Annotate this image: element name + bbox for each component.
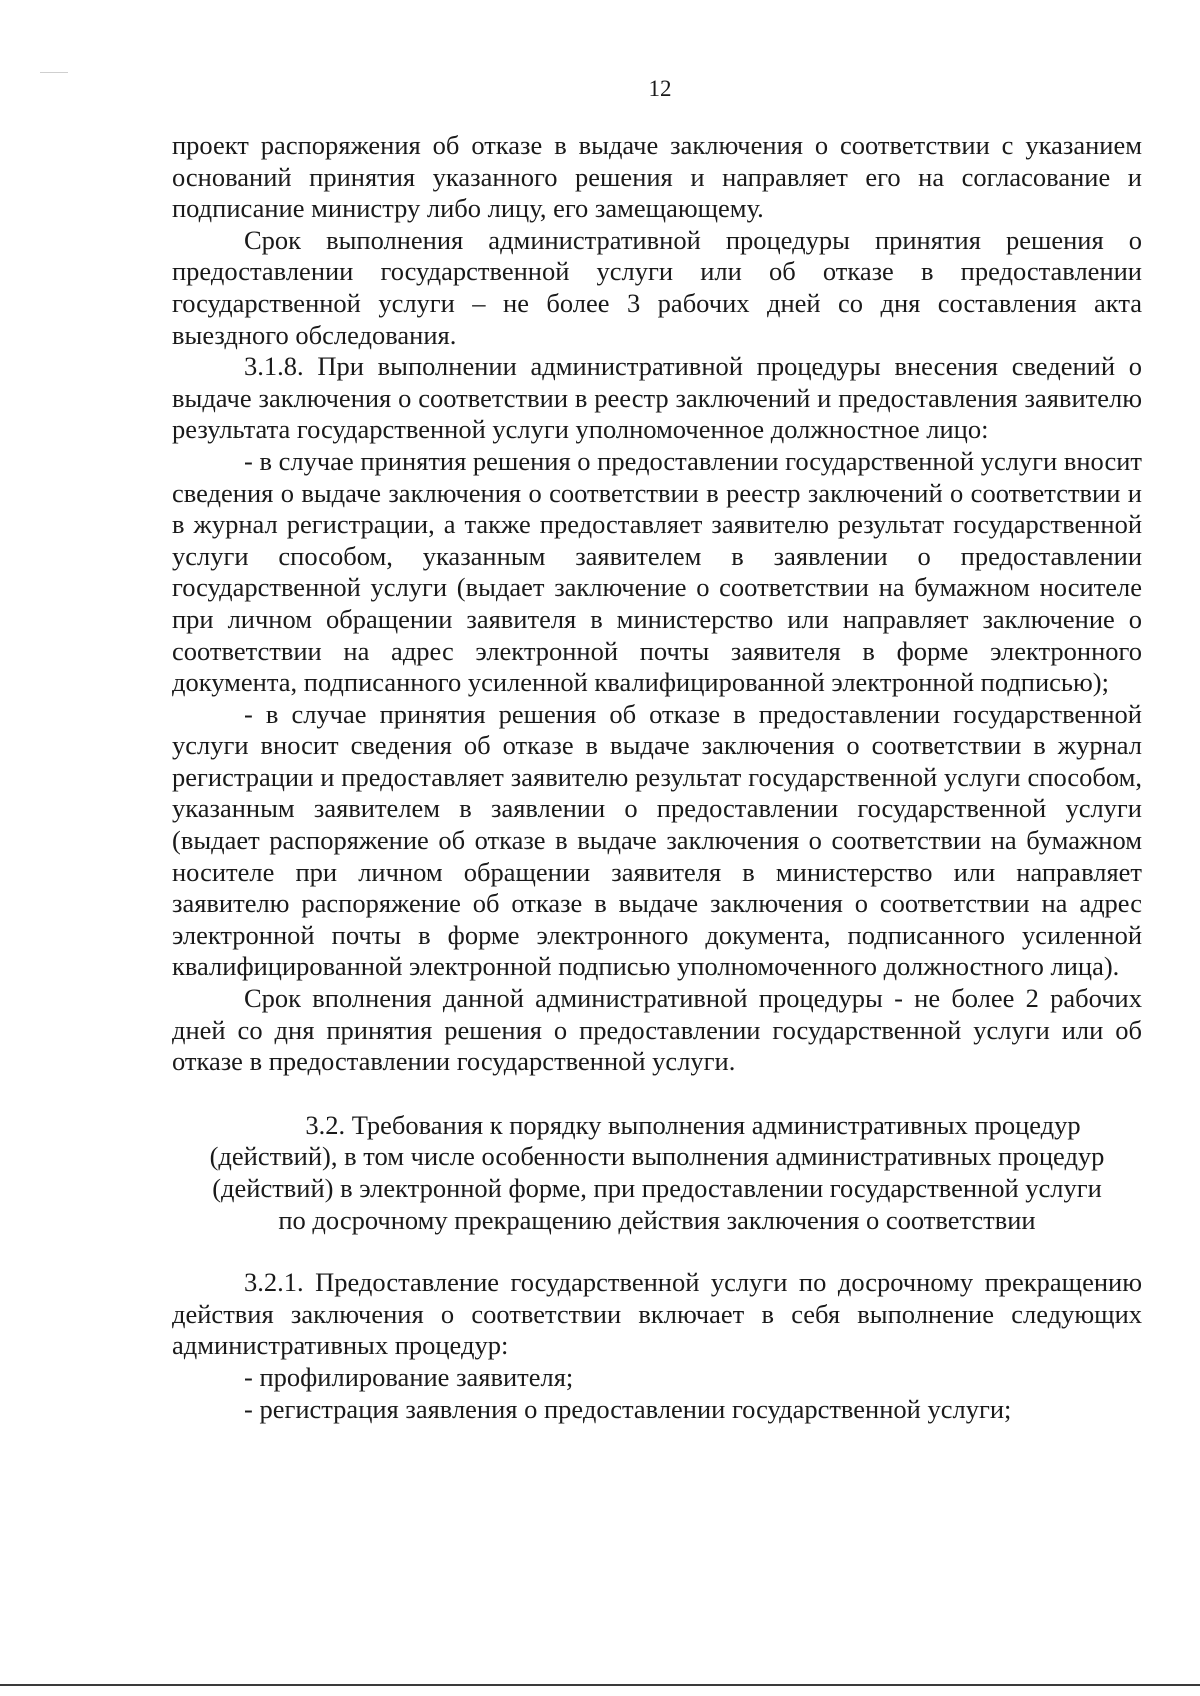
section-heading-line: 3.2. Требования к порядку выполнения административных процедур: [305, 1109, 1081, 1140]
document-body: [172, 130, 1142, 1425]
scan-edge-mark: [40, 72, 68, 73]
paragraph-3-1-8: 3.1.8. При выполнении административной процедуры внесения сведений о выдаче заключения о соответствии в реестр заключений и предоставления заявителю результата государственной услуги уполномоченное должностное лицо:: [172, 351, 1142, 445]
scan-bottom-edge: [0, 1684, 1200, 1686]
section-heading-3-2: [172, 1110, 1142, 1236]
list-item-refusal-case: - в случае принятия решения об отказе в предоставлении государственной услуги вносит сведения об отказе в выдаче заключения о соответствии в журнал регистрации и предоставляет заявителю результат государственной услуги способом, указанным заявителем в заявлении о предоставлении государственной услуги (выдает распоряжение об отказе в выдаче заключения о соответствии на бумажном носителе при личном обращении заявителя в министерство или направляет заявителю распоряжение об отказе в выдаче заключения о соответствии на адрес электронной почты в форме электронного документа, подписанного усиленной квалифицированной электронной подписью уполномоченного должностного лица).: [172, 698, 1142, 982]
list-item-profiling: - профилирование заявителя;: [244, 1361, 574, 1392]
paragraph-continuation: проект распоряжения об отказе в выдаче заключения о соответствии с указанием оснований принятия указанного решения и направляет его на согласование и подписание министру либо лицу, его замещающему.: [172, 130, 1142, 224]
paragraph-deadline-decision: Срок выполнения административной процедуры принятия решения о предоставлении государственной услуги или об отказе в предоставлении государственной услуги – не более 3 рабочих дней со дня составления акта выездного обследования.: [172, 224, 1142, 350]
paragraph-deadline-registry: Срок вполнения данной административной процедуры - не более 2 рабочих дней со дня принятия решения о предоставлении государственной услуги или об отказе в предоставлении государственной услуги.: [172, 983, 1142, 1077]
section-heading-line: (действий), в том числе особенности выполнения административных процедур: [209, 1141, 1105, 1172]
page-number: 12: [648, 76, 672, 101]
paragraph-3-2-1: 3.2.1. Предоставление государственной услуги по досрочному прекращению действия заключения о соответствии включает в себя выполнение следующих административных процедур:: [172, 1267, 1142, 1361]
list-item-registration: - регистрация заявления о предоставлении государственной услуги;: [244, 1393, 1012, 1424]
section-heading-line: (действий) в электронной форме, при предоставлении государственной услуги: [212, 1173, 1102, 1203]
section-heading-line: по досрочному прекращению действия заключения о соответствии: [278, 1204, 1036, 1235]
list-item-approval-case: - в случае принятия решения о предоставлении государственной услуги вносит сведения о выдаче заключения о соответствии в реестр заключений о соответствии и в журнал регистрации, а также предоставляет заявителю результат государственной услуги способом, указанным заявителем в заявлении о предоставлении государственной услуги (выдает заключение о соответствии на бумажном носителе при личном обращении заявителя в министерство или направляет заключение о соответствии на адрес электронной почты заявителя в форме электронного документа, подписанного усиленной квалифицированной электронной подписью);: [172, 445, 1142, 698]
